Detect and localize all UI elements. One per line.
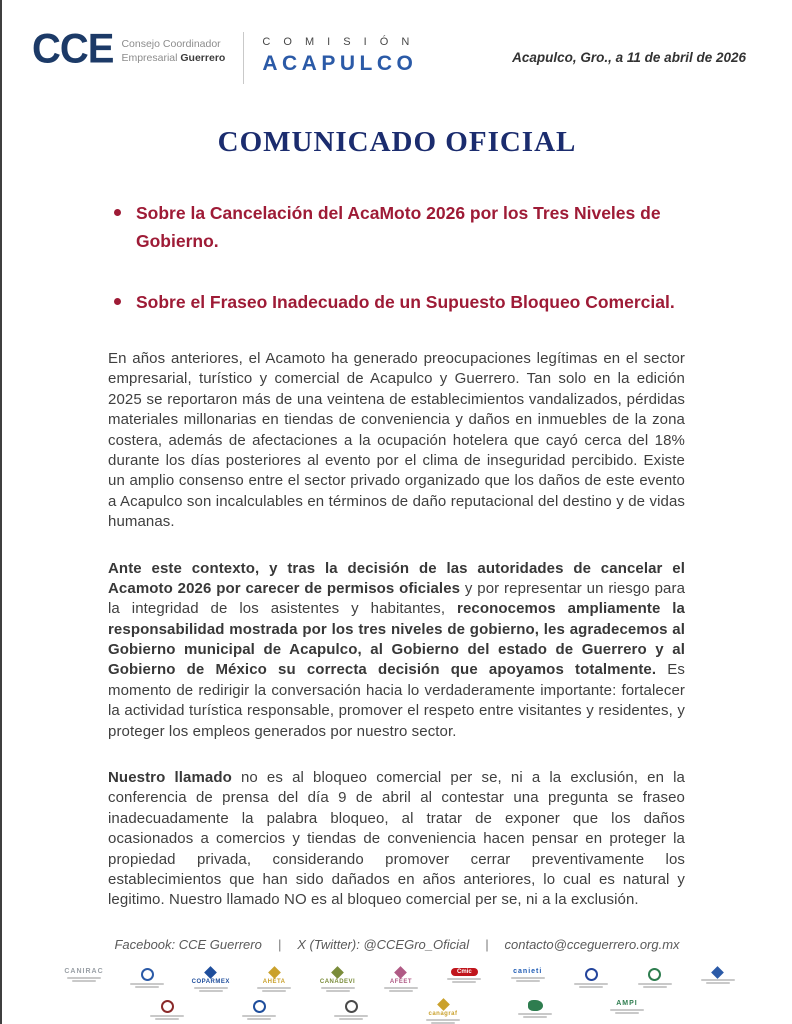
- page-title: COMUNICADO OFICIAL: [217, 126, 577, 158]
- partner-logo-name: AHETA: [262, 978, 286, 985]
- cce-descriptor-line1: Consejo Coordinador: [121, 38, 221, 51]
- emblem-circle-icon: [345, 1000, 358, 1013]
- logo-micro-caption: [574, 983, 608, 988]
- emblem-circle-icon: [585, 968, 598, 981]
- logo-micro-caption: [334, 1015, 368, 1020]
- paragraph-run: y por representar un riesgo para la integridad de los asistentes y habitantes,: [108, 579, 686, 618]
- partner-logo-name: canieti: [513, 967, 543, 975]
- logo-micro-caption: [426, 1019, 460, 1024]
- logo-micro-caption: [67, 977, 101, 982]
- paragraph-run-bold: reconocemos ampliamente la responsabilidad mostrada por los tres niveles de gobierno, les agradecemos al Gobierno municipal de Acapulco, al Gobierno del estado de Guerrero y al Gobierno de México su correcta decisión que apoyamos totalmente.: [108, 600, 685, 679]
- logo-micro-caption: [638, 983, 672, 988]
- emblem-mark-icon: [268, 966, 281, 979]
- cce-logo: [32, 25, 226, 73]
- contact-separator: |: [485, 936, 489, 952]
- emblem-circle-icon: [648, 968, 661, 981]
- logo-micro-caption: [194, 987, 228, 992]
- cce-acronym: CCE: [32, 25, 114, 73]
- partner-logo: [603, 1000, 651, 1014]
- paragraph: [108, 559, 685, 743]
- bullet-dot-icon: [114, 298, 121, 305]
- logo-micro-caption: [518, 1013, 552, 1018]
- partner-logo: [504, 968, 552, 982]
- emblem-mark-icon: [204, 966, 217, 979]
- partner-logo: [235, 1000, 283, 1020]
- partner-logo-name: COPARMEX: [191, 978, 230, 985]
- cce-descriptor-line2: Empresarial Guerrero: [121, 52, 226, 64]
- partner-logos-row-2: [2, 1000, 792, 1024]
- logo-micro-caption: [321, 987, 355, 992]
- partner-logo: [377, 968, 425, 992]
- partner-logo-name: AMPI: [616, 999, 638, 1007]
- comision-acapulco-logo: [262, 30, 417, 76]
- contact-item: contacto@cceguerrero.org.mx: [504, 936, 680, 952]
- logo-micro-caption: [610, 1009, 644, 1014]
- map-shape-icon: [528, 1000, 543, 1011]
- partner-logo-name: CANIRAC: [64, 967, 104, 975]
- partner-logo: [440, 968, 488, 983]
- acapulco-label: ACAPULCO: [262, 52, 418, 75]
- paragraph-run: Es momento de redirigir la conversación hacia lo verdaderamente importante: fortalecer la actividad turística responsable, promover el respeto entre visitantes y residentes, y proteger los empleos generados por nuestro sector.: [108, 661, 685, 740]
- paragraph-run-bold: Ante este contexto, y tras la decisión de las autoridades de cancelar el Acamoto 2026 por carecer de permisos oficiales: [108, 559, 685, 597]
- cce-descriptor: [121, 32, 225, 65]
- document-date: Acapulco, Gro., a 11 de abril de 2026: [512, 50, 746, 65]
- bullet-text: Sobre el Fraseo Inadecuado de un Supuesto Bloqueo Comercial.: [136, 292, 675, 312]
- partner-logo-name: Cmic: [451, 968, 478, 976]
- partner-logo: [60, 968, 108, 982]
- logo-micro-caption: [130, 983, 164, 988]
- partner-logo: [314, 968, 362, 992]
- contact-item: X (Twitter): @CCEGro_Oficial: [297, 936, 470, 952]
- bullet-item: [114, 199, 687, 255]
- contact-info-line: [2, 937, 792, 952]
- paragraph-run-bold: Nuestro llamado: [108, 769, 241, 787]
- contact-item: Facebook: CCE Guerrero: [114, 936, 262, 952]
- emblem-circle-icon: [161, 1000, 174, 1013]
- logo-micro-caption: [242, 1015, 276, 1020]
- partner-logo: [187, 968, 235, 992]
- subject-bullet-list: [114, 199, 687, 316]
- bullet-text: Sobre la Cancelación del AcaMoto 2026 por los Tres Niveles de Gobierno.: [136, 203, 661, 251]
- logo-micro-caption: [257, 987, 291, 992]
- logo-micro-caption: [511, 977, 545, 982]
- partner-logo: [567, 968, 615, 988]
- partner-logo: [511, 1000, 559, 1018]
- emblem-mark-icon: [395, 966, 408, 979]
- emblem-mark-icon: [331, 966, 344, 979]
- bullet-dot-icon: [114, 209, 121, 216]
- partner-logo: [250, 968, 298, 992]
- partner-logo: [327, 1000, 375, 1020]
- logo-micro-caption: [447, 978, 481, 983]
- partner-logo: [143, 1000, 191, 1020]
- partner-logos-row-1: [60, 968, 742, 992]
- partner-logo-name: CANADEVI: [319, 978, 356, 985]
- emblem-mark-icon: [437, 998, 450, 1011]
- partner-logo-name: AFEET: [389, 978, 413, 985]
- emblem-mark-icon: [712, 966, 725, 979]
- logo-micro-caption: [384, 987, 418, 992]
- paragraph-run: no es al bloqueo comercial per se, ni a la exclusión, en la conferencia de prensa del día 9 de abril al contestar una pregunta se fraseo inadecuadamente la palabra bloqueo, al tratar de exponer que los daños ocasionados a comercios y tiendas de conveniencia hacen pensar en proteger la propiedad privada, considerando promover cerrar preventivamente los establecimientos que han sido dañados en años anteriores, lo cual es natural y legitimo. Nuestro llamado NO es al bloqueo comercial per se, ni a la exclusión.: [108, 769, 685, 909]
- contact-separator: |: [277, 936, 282, 952]
- partner-logo: [123, 968, 171, 988]
- paragraph: [108, 349, 685, 533]
- header-divider: [243, 32, 244, 84]
- bullet-item: [114, 288, 687, 316]
- partner-logo-name: canagraf: [428, 1010, 458, 1017]
- paragraph: [108, 768, 685, 911]
- paragraph-run: En años anteriores, el Acamoto ha generado preocupaciones legítimas en el sector empresarial, turístico y comercial de Acapulco y Guerrero. Tan solo en la edición 2025 se reportaron más de una veintena de establecimientos vandalizados, pérdidas materiales millonarias en tiendas de conveniencia y daños en inmuebles de la zona costera, además de afectaciones a la ocupación hotelera que cayó cerca del 18% durante los días posteriores al evento por el clima de inseguridad percibido. Existe un amplio consenso entre el sector privado organizado que los daños de este evento a Acapulco son incalculables en términos de daño reputacional del destino y de vidas humanas.: [108, 350, 685, 531]
- header: [2, 0, 792, 84]
- comision-label: C O M I S I Ó N: [262, 36, 415, 48]
- emblem-circle-icon: [253, 1000, 266, 1013]
- emblem-circle-icon: [141, 968, 154, 981]
- partner-logo: [631, 968, 679, 988]
- partner-logo: [694, 968, 742, 984]
- partner-logo: [419, 1000, 467, 1024]
- body-paragraphs: [108, 349, 685, 911]
- logo-micro-caption: [701, 979, 735, 984]
- logo-micro-caption: [150, 1015, 184, 1020]
